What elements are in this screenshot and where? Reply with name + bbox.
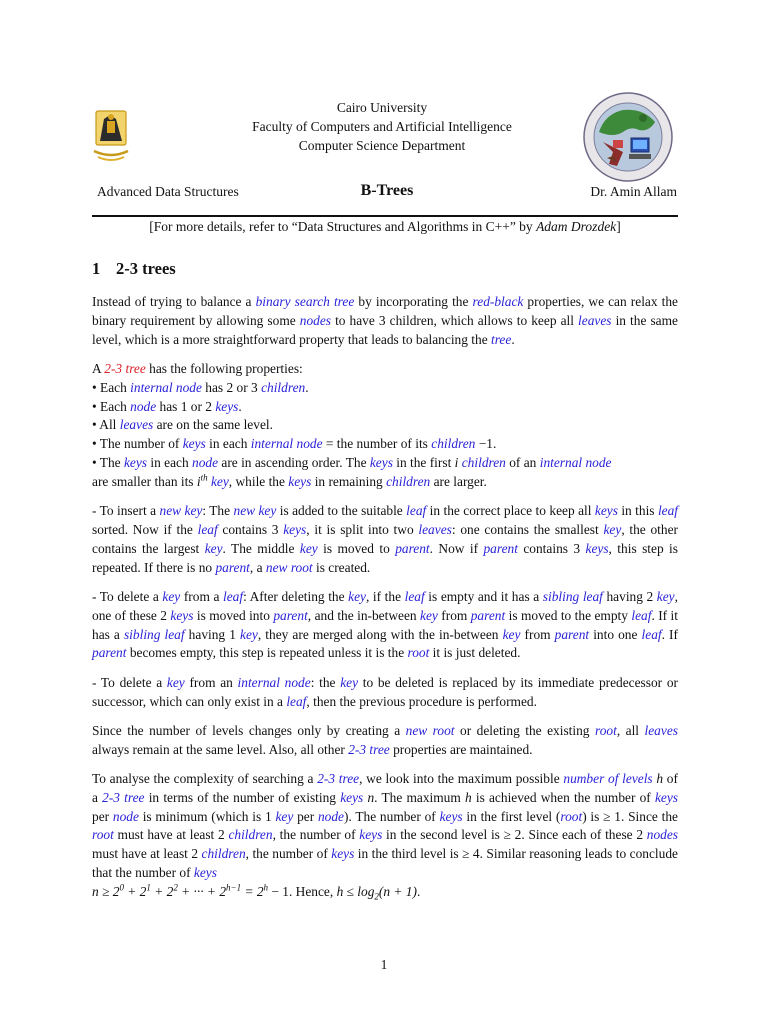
section-number: 1 (92, 259, 101, 278)
course-name: Advanced Data Structures (97, 184, 239, 199)
delete-internal-paragraph: - To delete a key from an internal node: the key to be deleted is replaced by its immediate predecessor or successor, which can only exist in a leaf, then the previous procedure is performed. (92, 674, 678, 709)
delete-leaf-paragraph: - To delete a key from a leaf: After deleting the key, if the leaf is empty and it has a sibling leaf having 2 key, one of these 2 keys is moved into parent, and the in-between key from parent is moved to the empty leaf. If it has a sibling leaf having 1 key, they are merged along with the in-between key from parent into one leaf. If parent becomes empty, this step is repeated unless it is the root it is just deleted. (92, 588, 679, 661)
intro-paragraph: Instead of trying to balance a binary search tree by incorporating the red-black properties, we can relax the binary requirement by allowing some nodes to have 3 children, which allows to keep all leaves in the same level, which is a more straightforward property that leads to balancing the tree. (92, 294, 679, 347)
reference-author: Adam Drozdek (536, 219, 617, 234)
title-row (97, 182, 677, 204)
reference-suffix: ] (616, 219, 621, 234)
university-name: Cairo University (336, 100, 428, 115)
formula: $h \le \log_2(n + 1)$ (336, 883, 417, 902)
formula: $n \ge 2^0 + 2^1 + 2^2$ + ··· + $2^{h-1} = 2^h$ (92, 882, 269, 899)
list-item: • Each internal node has 2 or 3 children. (92, 379, 309, 395)
department-name: Computer Science Department (298, 138, 466, 153)
insert-paragraph: - To insert a new key: The new key is added to the suitable leaf in the correct place to keep all keys in this leaf sorted. Now if the leaf contains 3 keys, it is split into two leaves: one contains the smallest key, the other contains the largest key. The middle key is moved to parent. Now if parent contains 3 keys, this step is repeated. If there is no parent, a new root is created. (92, 503, 679, 575)
section-heading (92, 259, 176, 279)
reference-prefix: [For more details, refer to “Data Structures and Algorithms in C++” by (149, 219, 533, 234)
institution-header (200, 98, 564, 155)
section-title: 2-3 trees (116, 259, 176, 278)
instructor-name: Dr. Amin Allam (590, 184, 677, 199)
header-rule (92, 215, 678, 217)
list-item: • The keys in each node are in ascending order. The keys in the first i children of an internal node are smaller than its $i^{th}$ key, while the keys in remaining children are larger. (92, 454, 612, 489)
list-item: • Each node has 1 or 2 keys. (92, 398, 242, 414)
faculty-logo (583, 92, 673, 182)
document-body (92, 293, 678, 912)
reference-note (92, 219, 678, 235)
list-item: • All leaves are on the same level. (92, 417, 273, 433)
list-item: • The number of keys in each internal node = the number of its children −1. (92, 436, 497, 452)
faculty-name: Faculty of Computers and Artificial Intelligence (252, 119, 512, 134)
page-title: B-Trees (360, 182, 414, 199)
properties-list: A 2-3 tree has the following properties: • Each internal node has 2 or 3 children. • Each node has 1 or 2 keys. • All leaves are on the same level. • The number of keys in each internal node = the number of its children −1. • The keys in each node are in ascending order. The keys in the first i children of an internal node are smaller than its $i^{th}$ key, while the keys in remaining children are larger. (92, 360, 612, 489)
cairo-university-logo (90, 105, 132, 163)
page-number: 1 (380, 957, 388, 972)
levels-paragraph: Since the number of levels changes only by creating a new root or deleting the existing root, all leaves always remain at the same level. Also, all other 2-3 tree properties are maintained. (92, 722, 678, 757)
complexity-paragraph: To analyse the complexity of searching a 2-3 tree, we look into the maximum possible number of levels h of a 2-3 tree in terms of the number of existing keys n. The maximum h is achieved when the number of keys per node is minimum (which is 1 key per node). The number of keys in the first level (root) is ≥ 1. Since the root must have at least 2 children, the number of keys in the second level is ≥ 2. Since each of these 2 nodes must have at least 2 children, the number of keys in the third level is ≥ 4. Similar reasoning leads to conclude that the number of keys $n \ge 2^0 + 2^1 + 2^2$ + ··· + $2^{h-1} = 2^h - 1$. Hence, $h \le \log_2(n + 1)$. (92, 771, 678, 902)
